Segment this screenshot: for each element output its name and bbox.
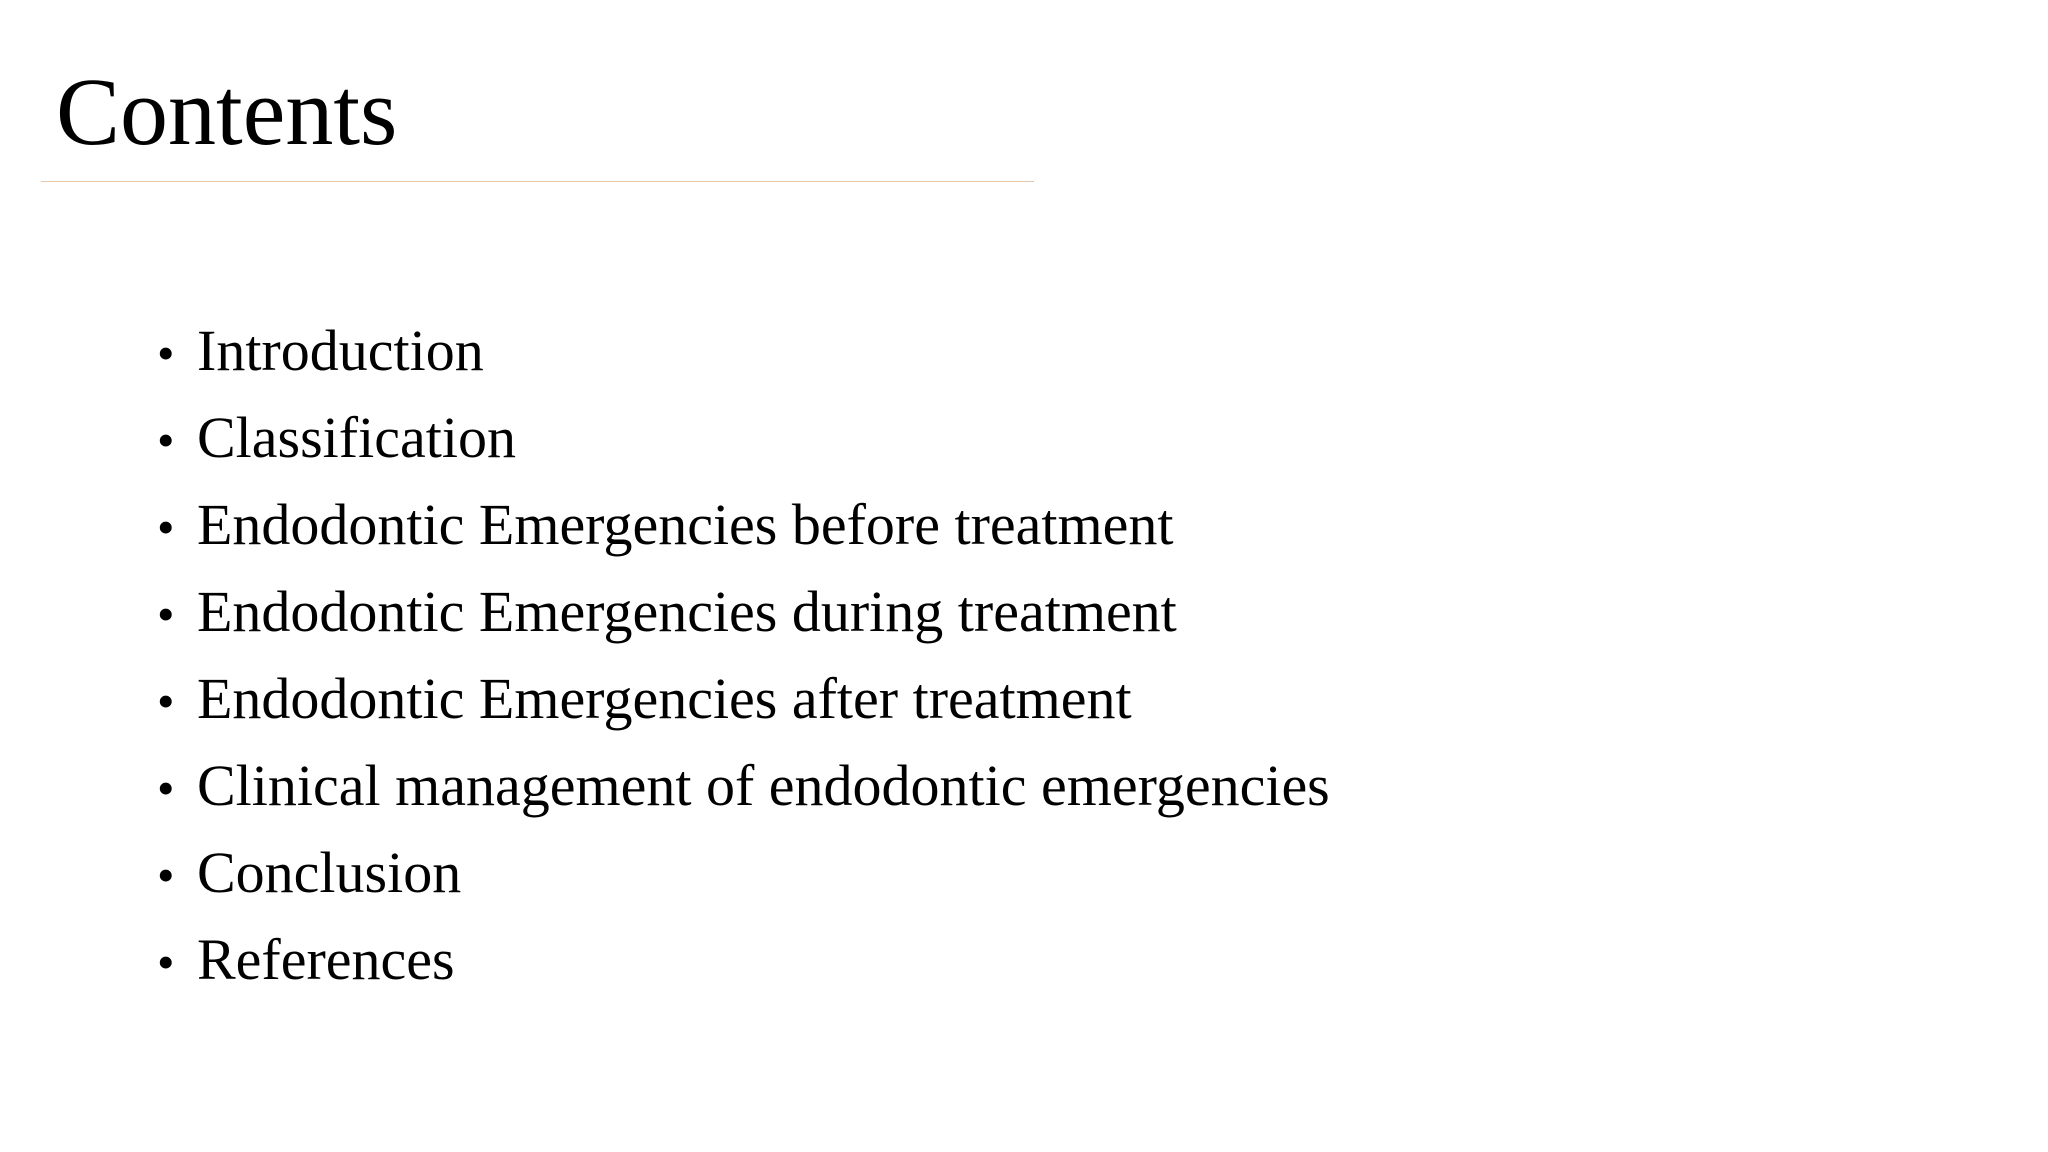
- list-item: [157, 481, 1330, 568]
- list-item: [157, 307, 1330, 394]
- title-underline-divider: [41, 181, 1034, 182]
- slide-title: Contents: [56, 58, 398, 165]
- bullet-icon: •: [157, 934, 175, 990]
- list-item-label: Clinical management of endodontic emergencies: [197, 753, 1330, 818]
- list-item: [157, 742, 1330, 829]
- list-item: [157, 568, 1330, 655]
- list-item: [157, 655, 1330, 742]
- list-item-label: Introduction: [197, 318, 484, 383]
- bullet-icon: •: [157, 586, 175, 642]
- list-item-label: Classification: [197, 405, 516, 470]
- list-item-label: Conclusion: [197, 840, 462, 905]
- list-item-label: Endodontic Emergencies after treatment: [197, 666, 1132, 731]
- bullet-icon: •: [157, 325, 175, 381]
- bullet-icon: •: [157, 499, 175, 555]
- list-item-label: Endodontic Emergencies during treatment: [197, 579, 1177, 644]
- list-item-label: References: [197, 927, 455, 992]
- list-item: [157, 394, 1330, 481]
- bullet-icon: •: [157, 760, 175, 816]
- bullet-icon: •: [157, 847, 175, 903]
- bullet-icon: •: [157, 673, 175, 729]
- contents-list: [157, 307, 1330, 1003]
- bullet-icon: •: [157, 412, 175, 468]
- list-item: [157, 829, 1330, 916]
- list-item-label: Endodontic Emergencies before treatment: [197, 492, 1174, 557]
- list-item: [157, 916, 1330, 1003]
